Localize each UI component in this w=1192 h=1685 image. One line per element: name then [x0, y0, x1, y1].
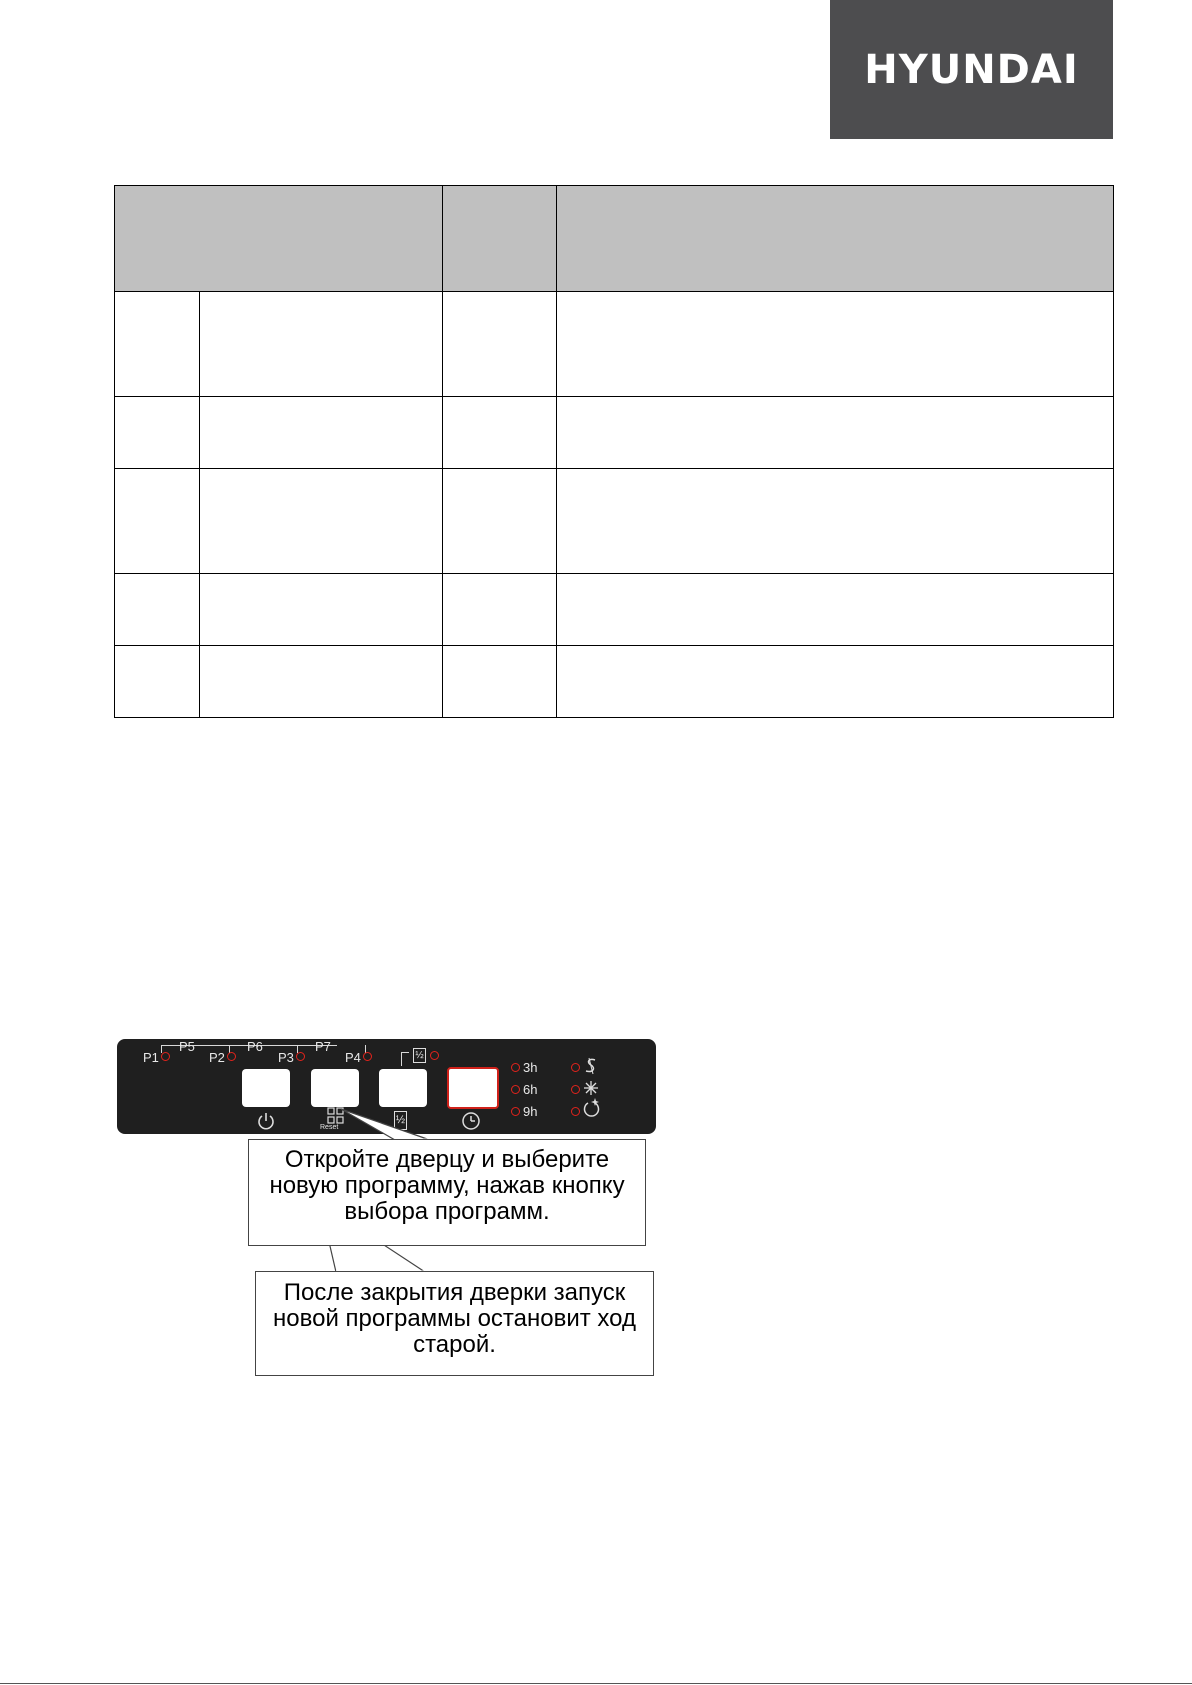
- reset-label: Reset: [320, 1124, 339, 1131]
- callout-line: новой программы остановит ход: [273, 1305, 636, 1332]
- callout-open-door: [248, 1139, 646, 1246]
- combo-label-p7: P7: [315, 1039, 331, 1054]
- callout-close-door: [255, 1271, 654, 1376]
- callout-line: После закрытия дверки запуск: [283, 1279, 626, 1306]
- callout-line: выбора программ.: [344, 1198, 550, 1225]
- delay-label-6h: 6h: [523, 1082, 538, 1097]
- combo-label-p6: P6: [247, 1039, 263, 1054]
- delay-label-9h: 9h: [523, 1104, 538, 1119]
- half-load-icon: ½: [394, 1111, 407, 1130]
- program-label-p3: P3: [278, 1050, 294, 1065]
- program-label-p4: P4: [345, 1050, 361, 1065]
- callout-line: новую программу, нажав кнопку: [269, 1172, 625, 1199]
- program-label-p1: P1: [143, 1050, 159, 1065]
- program-label-p2: P2: [209, 1050, 225, 1065]
- delay-label-3h: 3h: [523, 1060, 538, 1075]
- combo-label-p5: P5: [179, 1039, 195, 1054]
- callout-line: Откройте дверцу и выберите: [284, 1146, 610, 1173]
- half-load-indicator-icon: ½: [413, 1048, 426, 1063]
- logo-text: HYUNDAI: [864, 46, 1079, 93]
- callout-line: старой.: [413, 1331, 496, 1358]
- footer-divider: [0, 1683, 1192, 1684]
